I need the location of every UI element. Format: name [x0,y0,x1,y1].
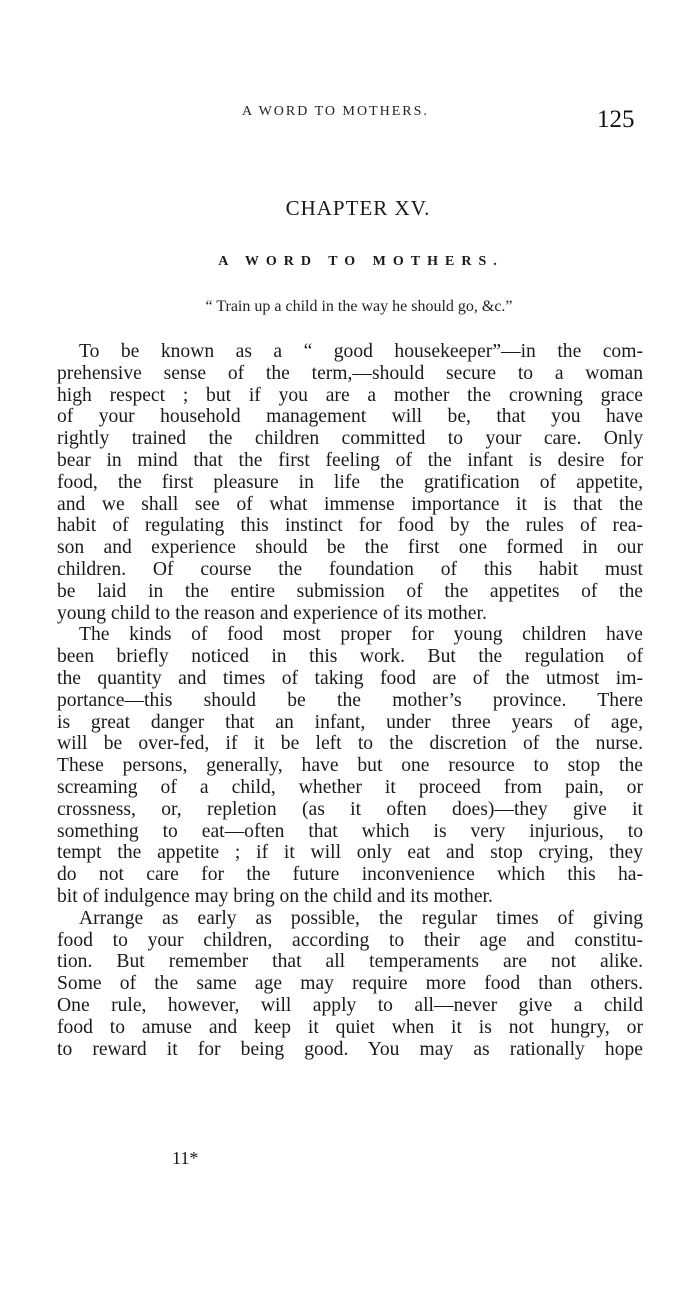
text-line: the quantity and times of taking food are of the utmost im- [57,667,643,689]
text-line: is great danger that an infant, under three years of age, [57,711,643,733]
chapter-subtitle: A WORD TO MOTHERS. [218,254,504,269]
text-line: crossness, or, repletion (as it often does)—they give it [57,798,643,820]
text-line: Arrange as early as possible, the regular times of giving [79,907,643,929]
text-line: screaming of a child, whether it proceed from pain, or [57,776,643,798]
signature-mark: 11* [172,1148,199,1168]
text-line: been briefly noticed in this work. But the regulation of [57,646,643,668]
text-line: high respect ; but if you are a mother the crowning grace [57,384,643,406]
text-line: The kinds of food most proper for young children have [79,624,643,646]
text-line: something to eat—often that which is very injurious, to [57,820,643,842]
text-line: children. Of course the foundation of this habit must [57,558,643,580]
text-line: will be over-fed, if it be left to the discretion of the nurse. [57,733,643,755]
text-line: To be known as a “ good housekeeper”—in the com- [79,341,643,362]
text-line: young child to the reason and experience of its mother. [57,602,487,624]
text-line: bear in mind that the first feeling of the infant is desire for [57,449,643,471]
epigraph: “ Train up a child in the way he should go, &c.” [205,298,513,315]
text-line: rightly trained the children committed to your care. Only [57,428,643,450]
chapter-title: CHAPTER XV. [285,196,431,220]
text-line: One rule, however, will apply to all—never give a child [57,994,643,1016]
text-line: food, the first pleasure in life the gratification of appetite, [57,471,643,493]
text-line: bit of indulgence may bring on the child and its mother. [57,885,493,907]
text-line: of your household management will be, that you have [57,406,643,428]
text-line: food to your children, according to their age and constitu- [57,929,643,951]
text-line: tempt the appetite ; if it will only eat and stop crying, they [57,842,643,864]
page-number: 125 [597,106,635,133]
text-line: tion. But remember that all temperaments are not alike. [57,951,643,973]
text-line: These persons, generally, have but one resource to stop the [57,755,643,777]
text-line: habit of regulating this instinct for food by the rules of rea- [57,515,643,537]
text-line: to reward it for being good. You may as rationally hope [57,1038,643,1060]
running-head: A WORD TO MOTHERS. [242,104,429,119]
text-line: do not care for the future inconvenience which this ha- [57,864,643,886]
text-line: Some of the same age may require more food than others. [57,973,643,995]
body-text [57,341,643,1060]
text-line: portance—this should be the mother’s province. There [57,689,643,711]
text-line: food to amuse and keep it quiet when it is not hungry, or [57,1016,643,1038]
text-line: be laid in the entire submission of the appetites of the [57,580,643,602]
text-line: son and experience should be the first one formed in our [57,537,643,559]
text-line: and we shall see of what immense importance it is that the [57,493,643,515]
text-line: prehensive sense of the term,—should secure to a woman [57,362,643,384]
